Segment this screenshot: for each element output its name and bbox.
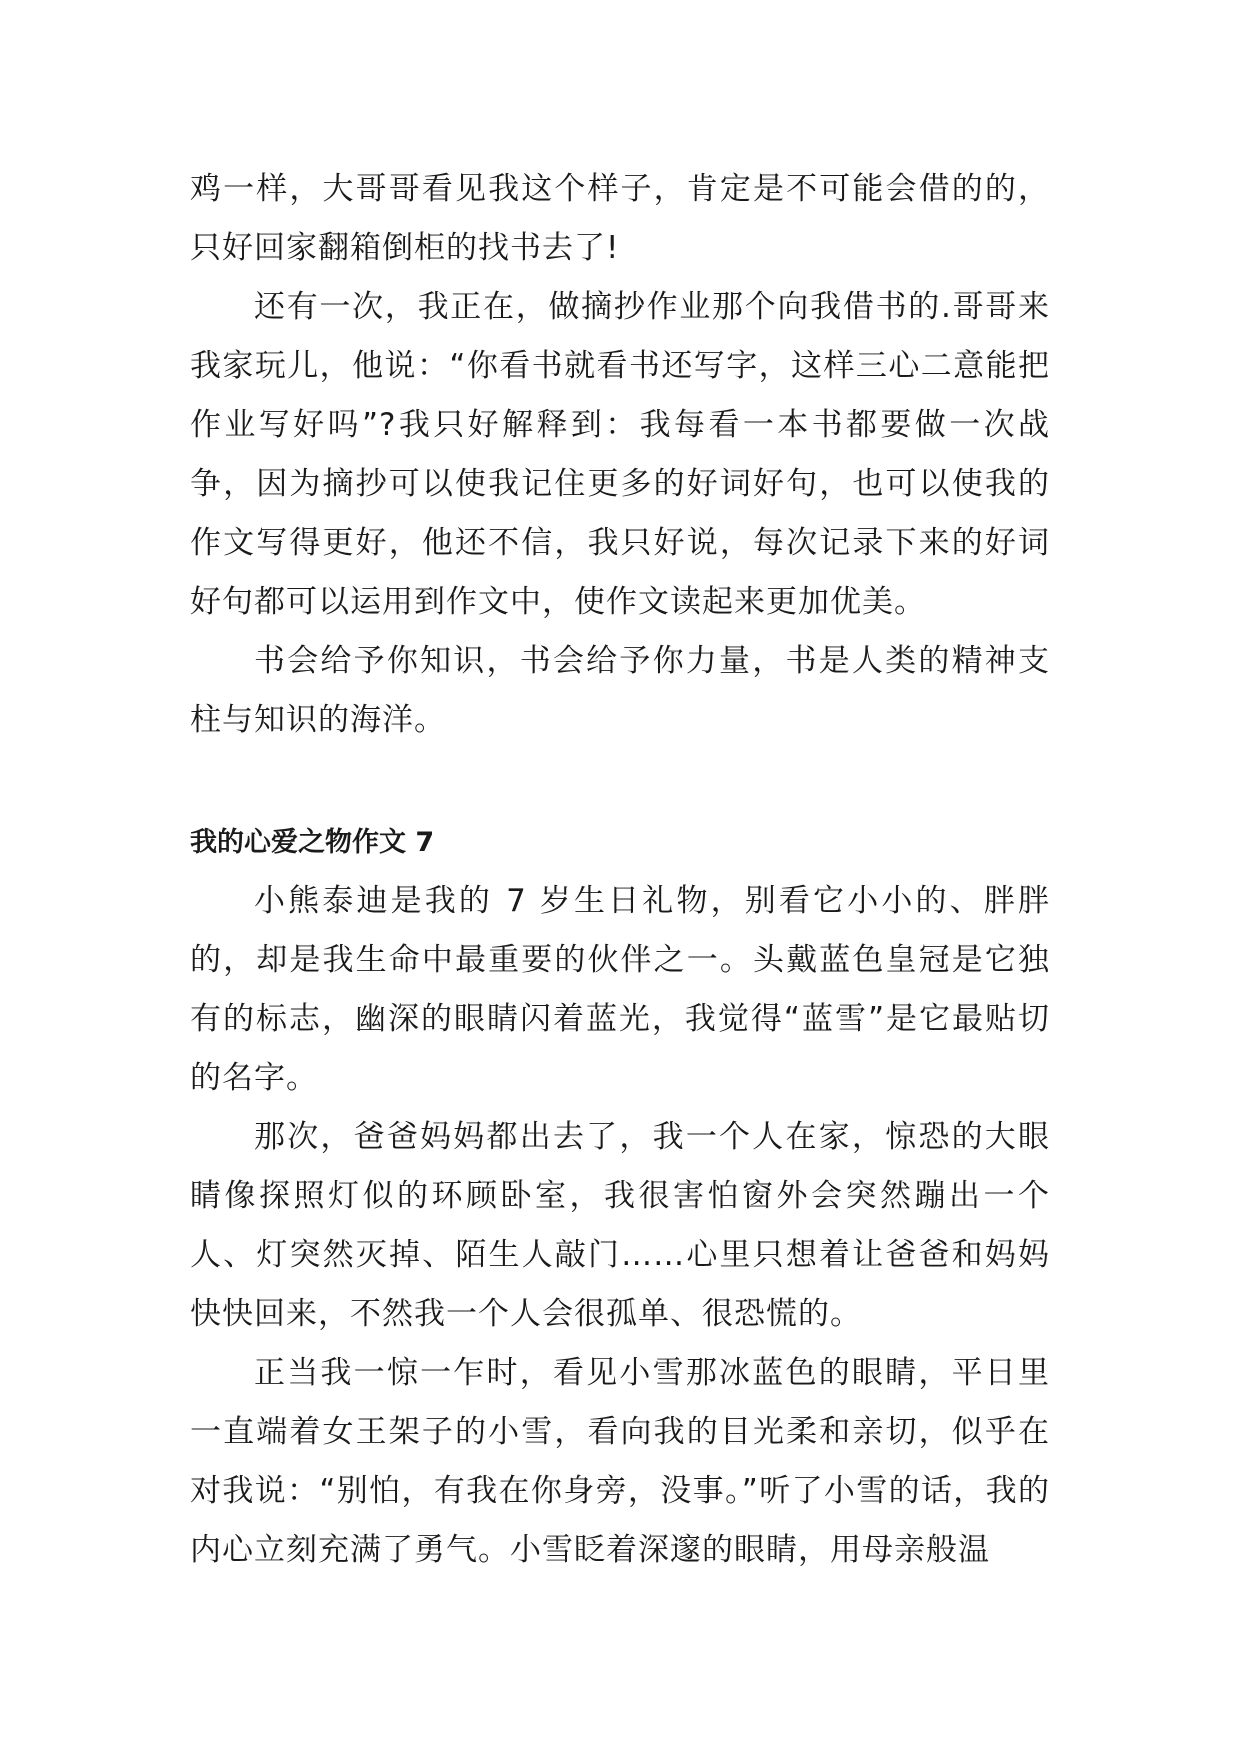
paragraph: 那次，爸爸妈妈都出去了，我一个人在家，惊恐的大眼睛像探照灯似的环顾卧室，我很害怕窗外会突然蹦出一个人、灯突然灭掉、陌生人敲门……心里只想着让爸爸和妈妈快快回来，不然我一个人会很孤单、很恐慌的。: [190, 1119, 1050, 1332]
section-title: 我的心爱之物作文 7: [190, 827, 435, 858]
paragraph-continued: 鸡一样，大哥哥看见我这个样子，肯定是不可能会借的的，只好回家翻箱倒柜的找书去了!: [190, 171, 1050, 266]
document-page: [190, 160, 1050, 1580]
paragraph: 书会给予你知识，书会给予你力量，书是人类的精神支柱与知识的海洋。: [190, 643, 1050, 738]
paragraph: 小熊泰迪是我的 7 岁生日礼物，别看它小小的、胖胖的，却是我生命中最重要的伙伴之一。头戴蓝色皇冠是它独有的标志，幽深的眼睛闪着蓝光，我觉得“蓝雪”是它最贴切的名字。: [190, 883, 1050, 1096]
paragraph: 还有一次，我正在，做摘抄作业那个向我借书的.哥哥来我家玩儿，他说：“你看书就看书还写字，这样三心二意能把作业写好吗”?我只好解释到：我每看一本书都要做一次战争，因为摘抄可以使我记住更多的好词好句，也可以使我的作文写得更好，他还不信，我只好说，每次记录下来的好词好句都可以运用到作文中，使作文读起来更加优美。: [190, 289, 1050, 620]
paragraph: 正当我一惊一乍时，看见小雪那冰蓝色的眼睛，平日里一直端着女王架子的小雪，看向我的目光柔和亲切，似乎在对我说：“别怕，有我在你身旁，没事。”听了小雪的话，我的内心立刻充满了勇气。小雪眨着深邃的眼睛，用母亲般温: [190, 1355, 1050, 1568]
section-spacer: [190, 750, 1050, 813]
